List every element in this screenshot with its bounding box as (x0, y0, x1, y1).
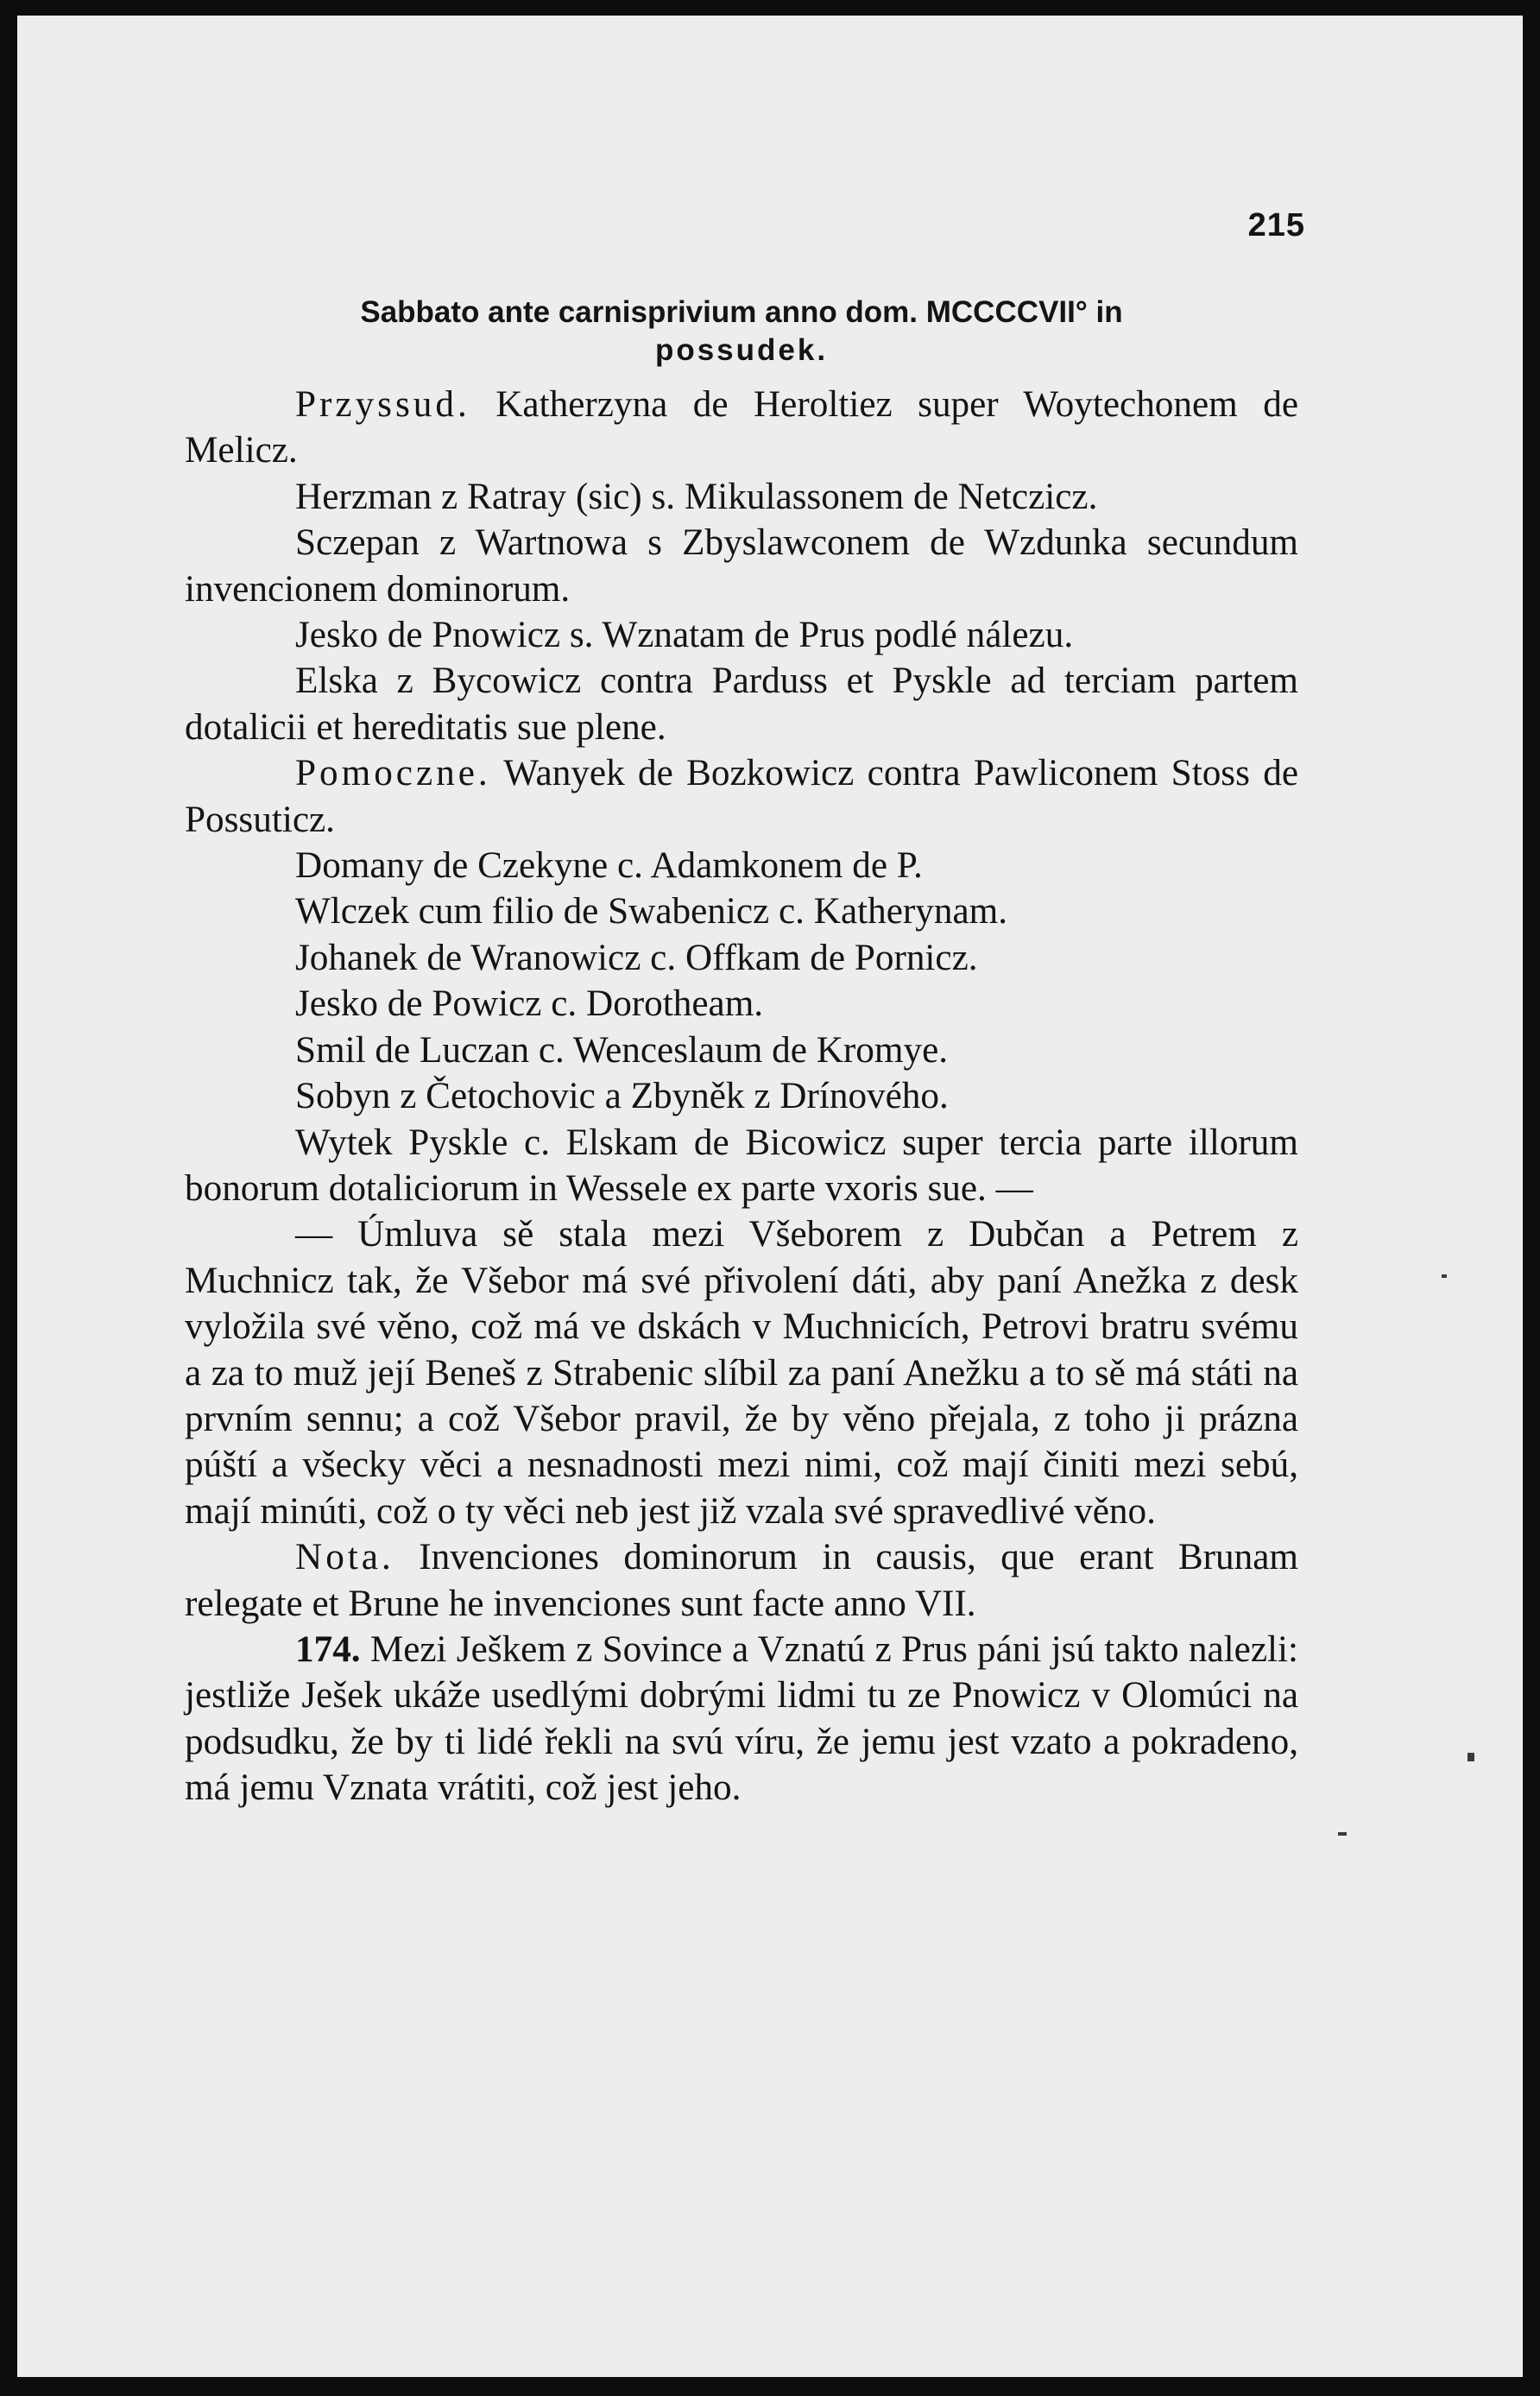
paragraph-lead: Nota. (295, 1537, 394, 1578)
paragraph-text: Jesko de Pnowicz s. Wznatam de Prus podlé nálezu. (295, 615, 1074, 656)
entry-number: 174. (295, 1628, 361, 1670)
paragraph-lead: Pomoczne. (295, 753, 491, 794)
paragraph-text: Wytek Pyskle c. Elskam de Bicowicz super tercia parte illorum bonorum dotaliciorum in Wessele ex parte vxoris sue. — (185, 1122, 1298, 1209)
page-number: 215 (1247, 207, 1305, 243)
margin-speck (1442, 1274, 1447, 1278)
paragraph-text: Elska z Bycowicz contra Parduss et Pyskle ad terciam partem dotalicii et hereditatis sue plene. (185, 661, 1298, 748)
book-page (17, 16, 1523, 2377)
paragraph-text: Wlczek cum filio de Swabenicz c. Katherynam. (295, 891, 1008, 932)
margin-mark (1467, 1753, 1474, 1761)
paragraph-text: Domany de Czekyne c. Adamkonem de P. (295, 845, 923, 887)
paragraph-text: Wanyek de Bozkowicz contra Pawliconem Stoss de Possuticz. (185, 753, 1298, 840)
page-text (185, 294, 1298, 1811)
paragraph (185, 520, 1298, 612)
paragraph (185, 658, 1298, 750)
entry-text: Mezi Ješkem z Sovince a Vznatú z Prus páni jsú takto nalezli: jestliže Ješek ukáže usedlými dobrými lidmi tu ze Pnowicz v Olomúci na podsudku, že by ti lidé řekli na svú víru, že jemu jest vzato a pokradeno, má jemu Vznata vrátiti, což jest jeho. (185, 1628, 1298, 1809)
paragraph-text: Sobyn z Četochovic a Zbyněk z Drínového. (295, 1076, 949, 1117)
paragraph-text: — Úmluva sě stala mezi Všeborem z Dubčan a Petrem z Muchnicz tak, že Všebor má své přivolení dáti, aby paní Anežka z desk vyložila své věno, což má ve dskách v Muchnicích, Petrovi bratru svému a za to muž její Beneš z Strabenic slíbil za paní Anežku a to sě má státi na prvním sennu; a což Všebor pravil, že by věno přejala, z toho ji prázna púští a všecky věci a nesnadnosti mezi nimi, což mají činiti mezi sebú, mají minúti, což o ty věci neb jest již vzala své spravedlivé věno. (185, 1214, 1298, 1532)
paragraph-text: Sczepan z Wartnowa s Zbyslawconem de Wzdunka secundum invencionem dominorum. (185, 522, 1298, 610)
paragraph-text: Katherzyna de Heroltiez super Woytechonem de Melicz. (185, 384, 1298, 471)
paragraph-text: Herzman z Ratray (sic) s. Mikulassonem de Netczicz. (295, 476, 1098, 517)
paragraph (185, 888, 1298, 934)
paragraph-text: Johanek de Wranowicz c. Offkam de Pornicz. (295, 937, 978, 978)
paragraph-text: Invenciones dominorum in causis, que erant Brunam relegate et Brune he invenciones sunt facte anno VII. (185, 1537, 1298, 1624)
paragraph (185, 382, 1298, 474)
paragraph (185, 1073, 1298, 1119)
numbered-entry (185, 1627, 1298, 1811)
scan-edge-left (0, 0, 17, 2396)
paragraph-text: Jesko de Powicz c. Dorotheam. (295, 983, 764, 1025)
paragraph (185, 1534, 1298, 1627)
paragraph-list (185, 382, 1298, 1627)
margin-dash (1338, 1832, 1347, 1836)
section-heading (185, 294, 1298, 370)
paragraph (185, 612, 1298, 658)
paragraph (185, 474, 1298, 520)
paragraph (185, 1027, 1298, 1073)
paragraph (185, 843, 1298, 888)
paragraph-lead: Przyssud. (295, 384, 470, 425)
paragraph (185, 750, 1298, 843)
heading-line-2: possudek. (654, 333, 829, 367)
heading-line-1: Sabbato ante carnisprivium anno dom. MCCCCVII° in (360, 295, 1123, 329)
paragraph (185, 1120, 1298, 1212)
paragraph (185, 981, 1298, 1027)
paragraph (185, 1211, 1298, 1534)
paragraph-text: Smil de Luczan c. Wenceslaum de Kromye. (295, 1029, 949, 1071)
paragraph (185, 935, 1298, 981)
